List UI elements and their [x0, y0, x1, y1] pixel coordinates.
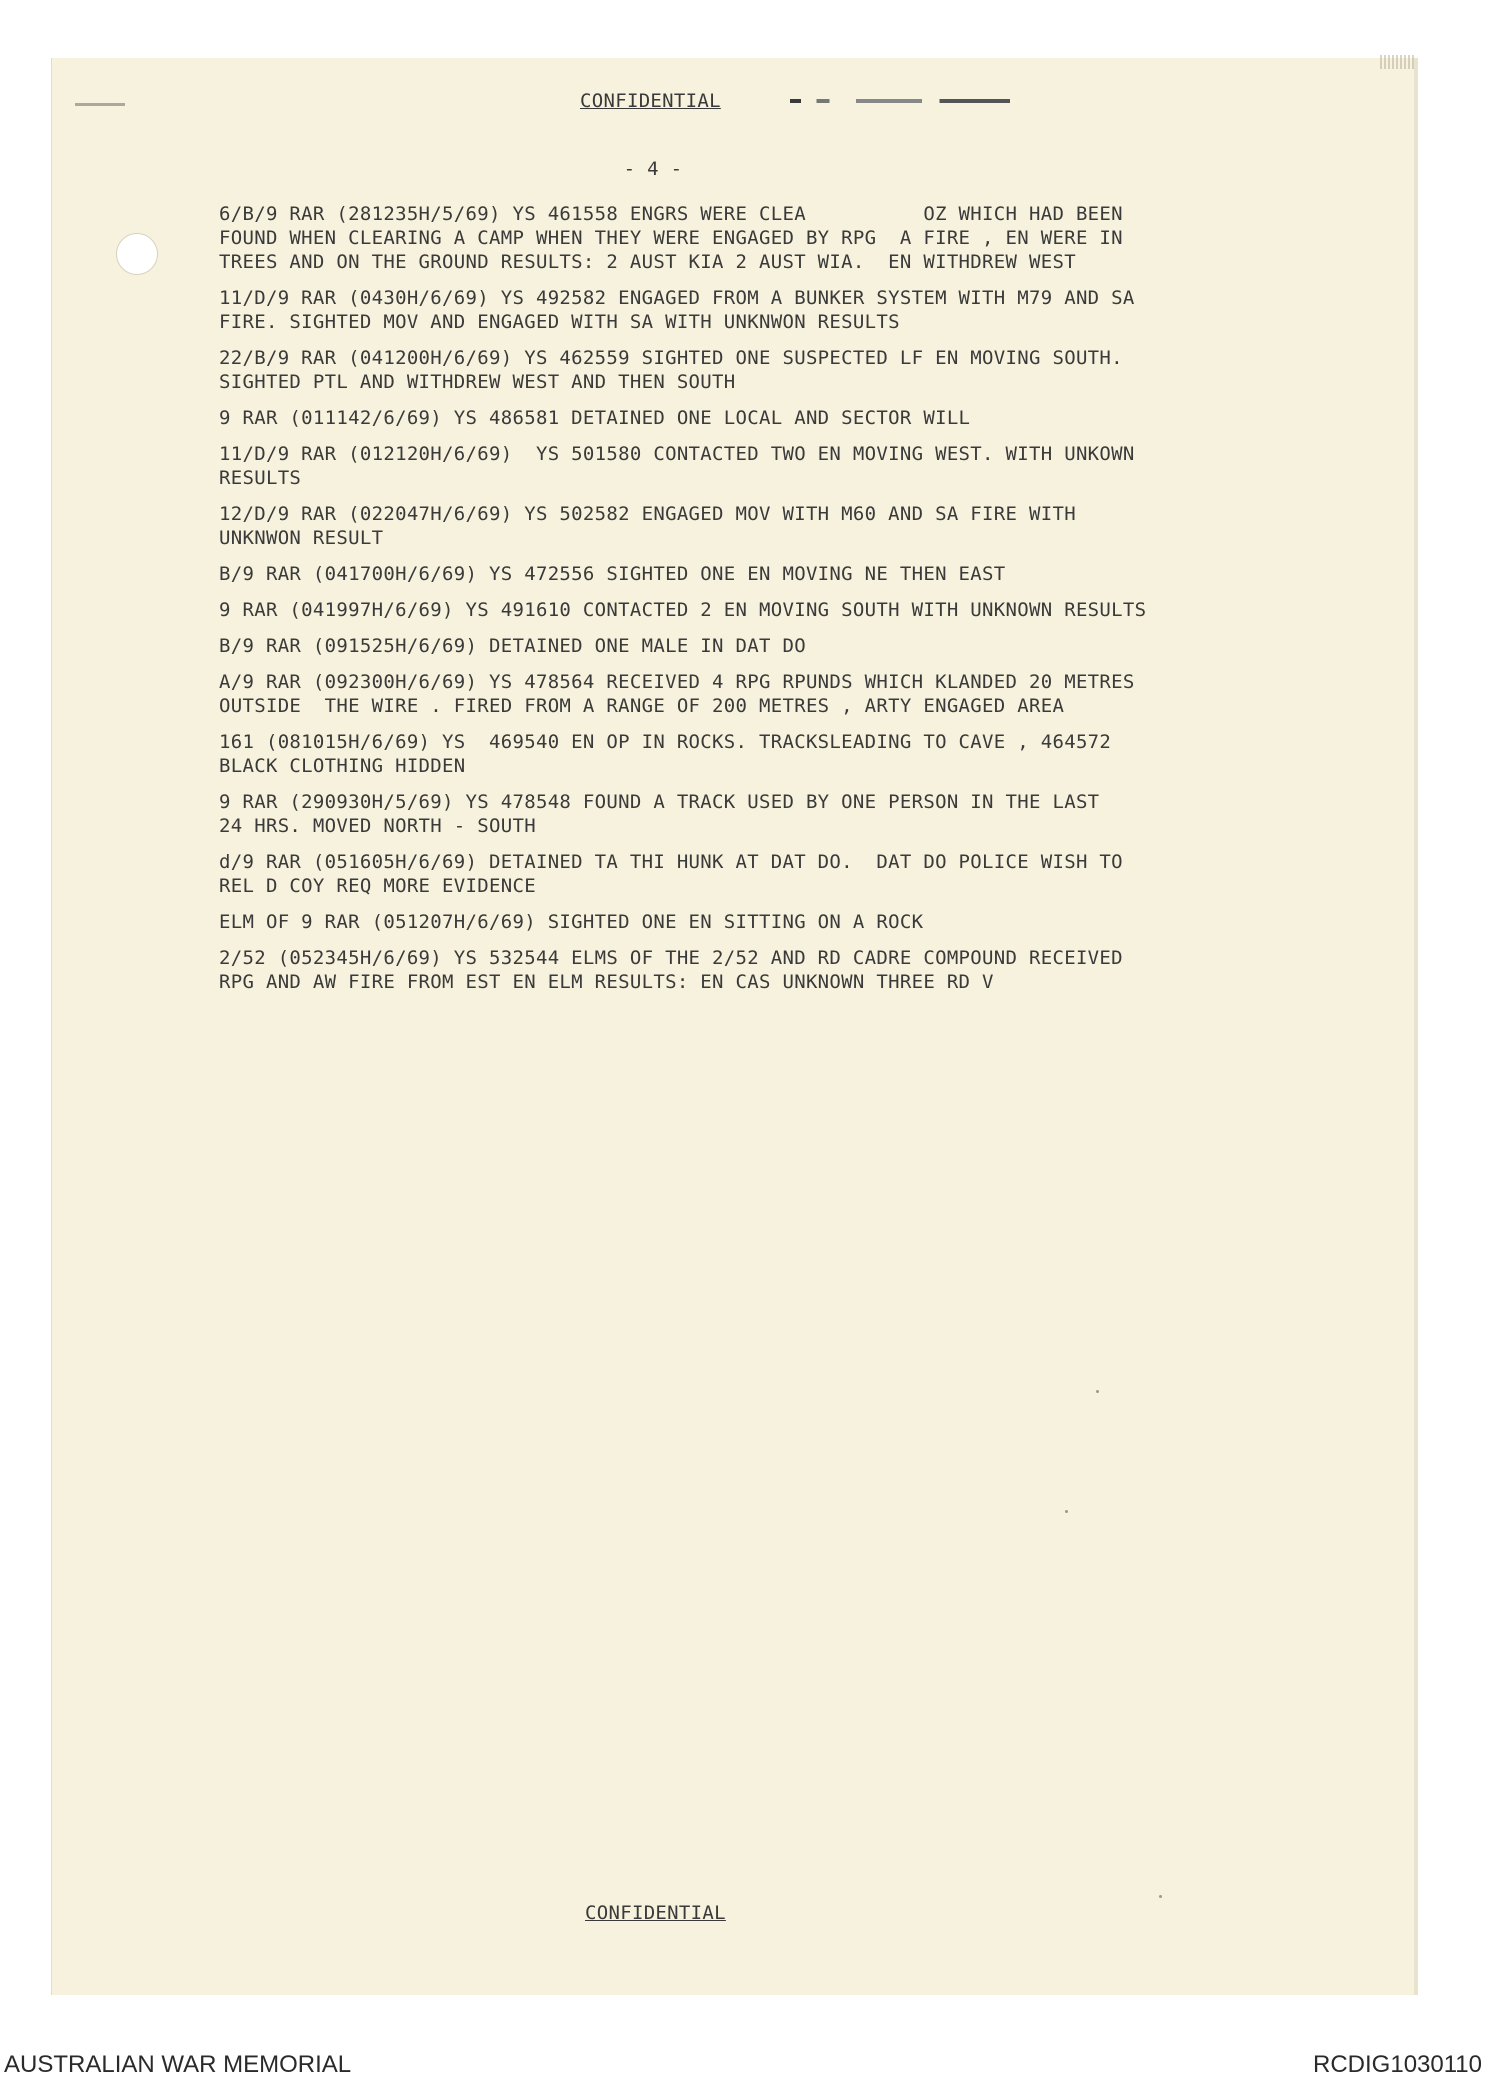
entry-line: 9 RAR (011142/6/69) YS 486581 DETAINED ONE LOCAL AND SECTOR WILL	[219, 407, 971, 429]
paper-speck	[1065, 1510, 1068, 1513]
entry-line: 6/B/9 RAR (281235H/5/69) YS 461558 ENGRS WERE CLEA OZ WHICH HAD BEEN	[219, 203, 1123, 225]
entry-line: 9 RAR (041997H/6/69) YS 491610 CONTACTED 2 EN MOVING SOUTH WITH UNKNOWN RESULTS	[219, 599, 1147, 621]
entry-line: BLACK CLOTHING HIDDEN	[219, 755, 466, 777]
log-entry	[219, 562, 1219, 586]
entry-line: ELM OF 9 RAR (051207H/6/69) SIGHTED ONE EN SITTING ON A ROCK	[219, 911, 924, 933]
punch-hole	[116, 233, 158, 275]
log-entry	[219, 442, 1219, 490]
paper-speck	[1096, 1390, 1099, 1393]
entry-line: B/9 RAR (041700H/6/69) YS 472556 SIGHTED ONE EN MOVING NE THEN EAST	[219, 563, 1006, 585]
entry-line: FIRE. SIGHTED MOV AND ENGAGED WITH SA WITH UNKNWON RESULTS	[219, 311, 900, 333]
log-entry	[219, 910, 1219, 934]
entry-line: 24 HRS. MOVED NORTH - SOUTH	[219, 815, 536, 837]
log-entry	[219, 850, 1219, 898]
entry-line: 11/D/9 RAR (0430H/6/69) YS 492582 ENGAGED FROM A BUNKER SYSTEM WITH M79 AND SA	[219, 287, 1135, 309]
log-entry	[219, 634, 1219, 658]
corner-mark	[1380, 55, 1414, 69]
log-entry	[219, 730, 1219, 778]
entry-line: REL D COY REQ MORE EVIDENCE	[219, 875, 536, 897]
page-number: - 4 -	[623, 158, 683, 180]
paper-speck	[1159, 1895, 1162, 1898]
entry-line: A/9 RAR (092300H/6/69) YS 478564 RECEIVED 4 RPG RPUNDS WHICH KLANDED 20 METRES	[219, 671, 1135, 693]
footer-classification: CONFIDENTIAL	[585, 1902, 726, 1924]
header-redaction	[790, 99, 1010, 103]
page-edge	[1414, 58, 1418, 1995]
entry-line: d/9 RAR (051605H/6/69) DETAINED TA THI HUNK AT DAT DO. DAT DO POLICE WISH TO	[219, 851, 1123, 873]
log-entry	[219, 946, 1219, 994]
header-smudge	[75, 103, 125, 106]
entry-line: 22/B/9 RAR (041200H/6/69) YS 462559 SIGHTED ONE SUSPECTED LF EN MOVING SOUTH.	[219, 347, 1123, 369]
entry-line: UNKNWON RESULT	[219, 527, 384, 549]
entry-line: RESULTS	[219, 467, 302, 489]
entry-line: SIGHTED PTL AND WITHDREW WEST AND THEN SOUTH	[219, 371, 736, 393]
entry-line: TREES AND ON THE GROUND RESULTS: 2 AUST KIA 2 AUST WIA. EN WITHDREW WEST	[219, 251, 1076, 273]
log-entry	[219, 790, 1219, 838]
archive-institution: AUSTRALIAN WAR MEMORIAL	[4, 2051, 352, 2078]
entry-line: FOUND WHEN CLEARING A CAMP WHEN THEY WERE ENGAGED BY RPG A FIRE , EN WERE IN	[219, 227, 1123, 249]
header-classification: CONFIDENTIAL	[580, 90, 721, 112]
log-entry	[219, 406, 1219, 430]
log-entry	[219, 502, 1219, 550]
log-entry	[219, 286, 1219, 334]
entry-line: RPG AND AW FIRE FROM EST EN ELM RESULTS: EN CAS UNKNOWN THREE RD V	[219, 971, 994, 993]
log-entries	[219, 202, 1219, 1006]
entry-line: 9 RAR (290930H/5/69) YS 478548 FOUND A TRACK USED BY ONE PERSON IN THE LAST	[219, 791, 1100, 813]
entry-line: OUTSIDE THE WIRE . FIRED FROM A RANGE OF 200 METRES , ARTY ENGAGED AREA	[219, 695, 1065, 717]
archive-reference: RCDIG1030110	[1313, 2051, 1482, 2078]
entry-line: 11/D/9 RAR (012120H/6/69) YS 501580 CONTACTED TWO EN MOVING WEST. WITH UNKOWN	[219, 443, 1135, 465]
entry-line: 12/D/9 RAR (022047H/6/69) YS 502582 ENGAGED MOV WITH M60 AND SA FIRE WITH	[219, 503, 1076, 525]
log-entry	[219, 598, 1219, 622]
entry-line: B/9 RAR (091525H/6/69) DETAINED ONE MALE IN DAT DO	[219, 635, 806, 657]
log-entry	[219, 202, 1219, 274]
entry-line: 2/52 (052345H/6/69) YS 532544 ELMS OF THE 2/52 AND RD CADRE COMPOUND RECEIVED	[219, 947, 1123, 969]
log-entry	[219, 346, 1219, 394]
entry-line: 161 (081015H/6/69) YS 469540 EN OP IN ROCKS. TRACKSLEADING TO CAVE , 464572	[219, 731, 1112, 753]
log-entry	[219, 670, 1219, 718]
